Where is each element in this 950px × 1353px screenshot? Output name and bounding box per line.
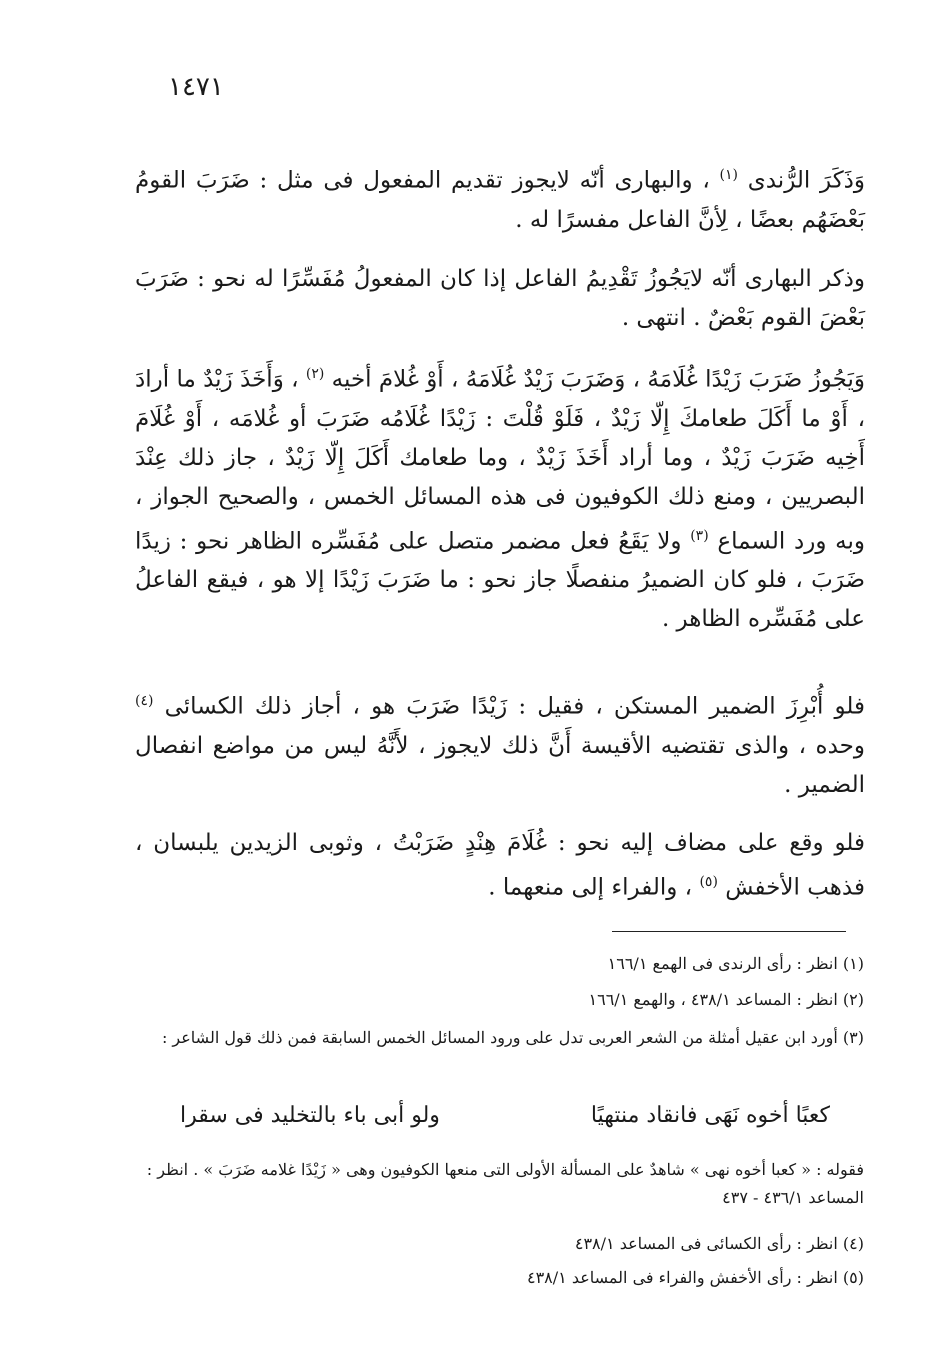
footnote-3-continuation: فقوله : « كعبا أخوه نهى » شاهدٌ على المسألة الأولى التى منعها الكوفيون وهى « زَيْدًا غلامه ضَرَبَ » . انظر : المساعد ٤٣٦/١ - ٤٣٧ — [146, 1160, 864, 1207]
paragraph-text: وَيَجُوزُ ضَرَبَ زَيْدًا غُلَامَهُ ، وَضَرَبَ زَيْدٌ غُلَامَهُ ، أَوْ غُلامَ أخيه — [331, 366, 865, 393]
paragraph-text: وذكر البهارى أنّه لايَجُوزُ تَقْدِيمُ الفاعل إذا كان المفعولُ مُفَسِّرًا له نحو : ضَرَبَ بَعْضَ القوم بَعْضٌ . انتهى . — [135, 266, 865, 331]
paragraph-text: فلو وقع على مضاف إليه نحو : غُلَامَ هِنْدٍ ضَرَبْتُ ، وثوبى الزيدين يلبسان ، فذهب الأخفش — [135, 830, 865, 901]
verse-second-hemistich: ولو أبى باء بالتخليد فى سقرا — [180, 1103, 440, 1128]
poetry-verse — [180, 1098, 830, 1134]
footnote-4: (٤) انظر : رأى الكسائى فى المساعد ٤٣٨/١ — [574, 1234, 864, 1253]
page-number: ١٤٧١ — [168, 72, 224, 102]
footnote-divider — [612, 931, 846, 932]
paragraph-2 — [135, 260, 865, 338]
footnote-5: (٥) انظر : رأى الأخفش والفراء فى المساعد ٤٣٨/١ — [526, 1268, 864, 1287]
footnote-ref-1: (١) — [719, 167, 738, 183]
paragraph-text: ، والفراء إلى منعهما . — [488, 874, 693, 901]
footnote-2: (٢) انظر : المساعد ٤٣٨/١ ، والهمع ١٦٦/١ — [588, 990, 864, 1009]
paragraph-4 — [135, 682, 865, 805]
footnote-1: (١) انظر : رأى الرندى فى الهمع ١٦٦/١ — [607, 954, 864, 973]
paragraph-5 — [135, 824, 865, 908]
footnote-ref-2: (٢) — [305, 366, 325, 382]
paragraph-text: ولا يَقَعُ فعل مضمر متصل على مُفَسِّره الظاهر نحو : زيدًا ضَرَبَ ، فلو كان الضميرُ منفصلًا جاز نحو : ما ضَرَبَ زَيْدًا إلا هو ، فيقع الفاعلُ على مُفَسِّره الظاهر . — [135, 528, 865, 633]
paragraph-1 — [135, 156, 865, 240]
footnote-ref-4: (٤) — [135, 693, 154, 709]
paragraph-text: ، وَأَخَذَ زَيْدٌ ما أرادَ ، أَوْ ما أَكَلَ طعامكَ إِلّا زَيْدٌ ، فَلَوْ قُلْتَ : زَيْدًا غُلَامُه ضَرَبَ أو غُلامَه ، أَوْ غُلَامَ أَخِيه ضَرَبَ زَيْدٌ ، وما أراد أَخَذَ زَيْدٌ ، وما طعامك أَكَلَ إِلّا زَيْدٌ ، جاز ذلك عِنْدَ البصريين ، ومنع ذلك الكوفيون فى هذه المسائل الخمس ، والصحيح الجواز ، وبه ورد السماع — [135, 366, 866, 555]
paragraph-text: وَذَكَرَ الرُّندى — [747, 167, 865, 194]
verse-first-hemistich: كعبًا أخوه نَهَى فانقاد منتهيًا — [590, 1103, 830, 1128]
footnote-3: (٣) أورد ابن عقيل أمثلة من الشعر العربى تدل على ورود المسائل الخمس السابقة فمن ذلك قول الشاعر : — [161, 1028, 864, 1047]
paragraph-text: وحده ، والذى تقتضيه الأقيسة أَنَّ ذلك لايجوز ، لأَنَّهُ ليس من مواضع انفصال الضمير . — [135, 732, 865, 798]
footnote-ref-5: (٥) — [699, 874, 718, 890]
paragraph-text: ، والبهارى أنّه لايجوز تقديم المفعول فى مثل : ضَرَبَ القومُ بَعْضَهُم بعضًا ، لِأنَّ الفاعل مفسرًا له . — [135, 167, 865, 233]
paragraph-3 — [135, 355, 865, 639]
footnote-ref-3: (٣) — [690, 527, 709, 544]
paragraph-text: فلو أُبْرِزَ الضمير المستكن ، فقيل : زَيْدًا ضَرَبَ هو ، أجاز ذلك الكسائى — [164, 693, 866, 720]
